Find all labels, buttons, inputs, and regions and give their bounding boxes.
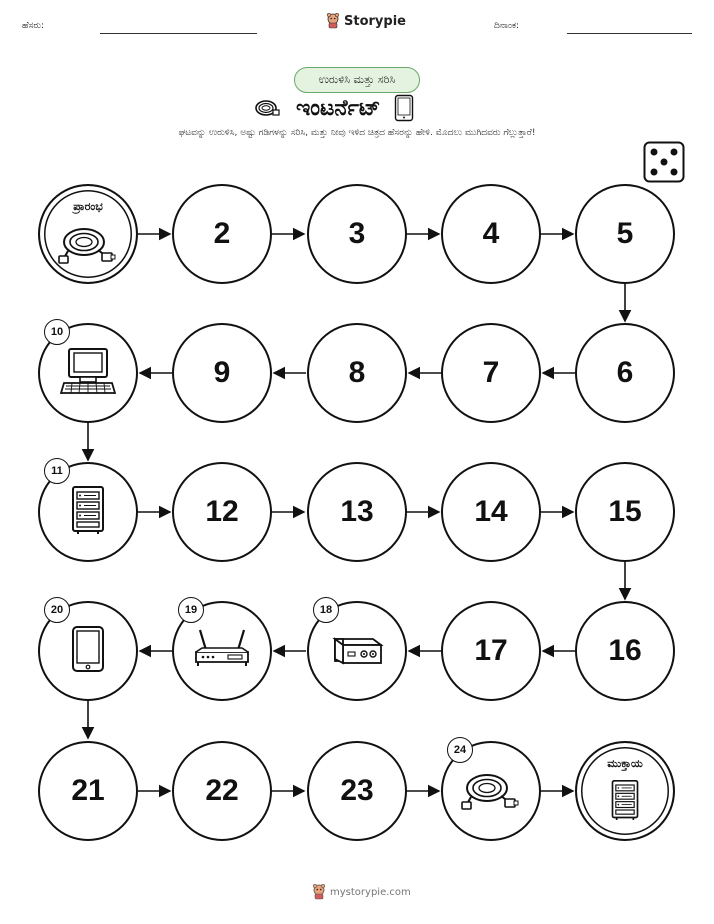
- board-space[interactable]: [307, 462, 407, 562]
- space-number: 8: [348, 356, 366, 389]
- board-space[interactable]: [172, 323, 272, 423]
- space-number: 15: [608, 495, 642, 528]
- board-space[interactable]: [307, 184, 407, 284]
- space-number: 22: [205, 774, 239, 807]
- computer-icon: [60, 346, 116, 400]
- space-number-badge: 24: [447, 737, 473, 763]
- router-icon: [192, 628, 252, 674]
- board-space[interactable]: [441, 462, 541, 562]
- server-icon: [70, 485, 106, 539]
- board-space[interactable]: [441, 184, 541, 284]
- space-number: 21: [71, 774, 105, 807]
- start-label: ಪ್ರಾರಂಭ: [73, 200, 103, 213]
- cable-icon: [58, 218, 118, 272]
- space-number: 4: [482, 217, 500, 250]
- space-number-badge: 11: [44, 458, 70, 484]
- game-type-pill: ಉರುಳಿಸಿ ಮತ್ತು ಸರಿಸಿ: [294, 67, 420, 93]
- space-number: 9: [213, 356, 231, 389]
- board-space[interactable]: [38, 462, 138, 562]
- board-space[interactable]: [307, 323, 407, 423]
- space-number: 2: [213, 217, 231, 250]
- cable-icon: [461, 764, 521, 818]
- board-space[interactable]: [38, 323, 138, 423]
- space-number: 7: [482, 356, 500, 389]
- board-space[interactable]: [307, 741, 407, 841]
- board-space[interactable]: [38, 741, 138, 841]
- brand-name: Storypie: [344, 13, 406, 29]
- page-title: ಇಂಟರ್ನೆಟ್: [296, 95, 381, 121]
- instructions: ಘಟವನ್ನು ಉರುಳಿಸಿ, ಅಷ್ಟು ಗಡಿಗಳನ್ನು ಸರಿಸಿ, ಮತ್ತು ನೀವು ಇಳಿದ ಚಿತ್ರದ ಹೆಸರನ್ನು ಹೇಳಿ. ಮೊದಲು ಮುಗಿದವರು ಗೆಲ್ಲುತ್ತಾರೆ!: [178, 128, 536, 138]
- storypie-mascot-icon: [312, 884, 326, 900]
- finish-space[interactable]: [575, 741, 675, 841]
- board-space[interactable]: [441, 323, 541, 423]
- board-space[interactable]: [575, 462, 675, 562]
- footer: [312, 884, 411, 900]
- board-space[interactable]: [172, 741, 272, 841]
- board-space[interactable]: [575, 323, 675, 423]
- footer-url[interactable]: mystorypie.com: [330, 886, 411, 898]
- board-space[interactable]: [307, 601, 407, 701]
- board-space[interactable]: [575, 601, 675, 701]
- board-space[interactable]: [575, 184, 675, 284]
- space-number: 12: [205, 495, 239, 528]
- space-number: 3: [348, 217, 366, 250]
- space-number: 13: [340, 495, 374, 528]
- board-space[interactable]: [441, 741, 541, 841]
- name-label: ಹೆಸರು:: [22, 21, 45, 31]
- server-icon: [610, 779, 640, 825]
- board-space[interactable]: [172, 601, 272, 701]
- space-number-badge: 19: [178, 597, 204, 623]
- start-space[interactable]: [38, 184, 138, 284]
- space-number-badge: 20: [44, 597, 70, 623]
- tablet-icon: [71, 625, 105, 677]
- date-label: ದಿನಾಂಕ:: [494, 21, 520, 31]
- board-space[interactable]: [172, 184, 272, 284]
- space-number: 6: [616, 356, 634, 389]
- space-number: 14: [474, 495, 508, 528]
- board-space[interactable]: [172, 462, 272, 562]
- space-number-badge: 10: [44, 319, 70, 345]
- board-space[interactable]: [38, 601, 138, 701]
- modem-icon: [329, 631, 385, 671]
- finish-label: ಮುಕ್ತಾಯ: [607, 757, 643, 770]
- board-space[interactable]: [441, 601, 541, 701]
- space-number: 17: [474, 634, 508, 667]
- space-number: 16: [608, 634, 642, 667]
- space-number-badge: 18: [313, 597, 339, 623]
- space-number: 5: [616, 217, 634, 250]
- space-number: 23: [340, 774, 374, 807]
